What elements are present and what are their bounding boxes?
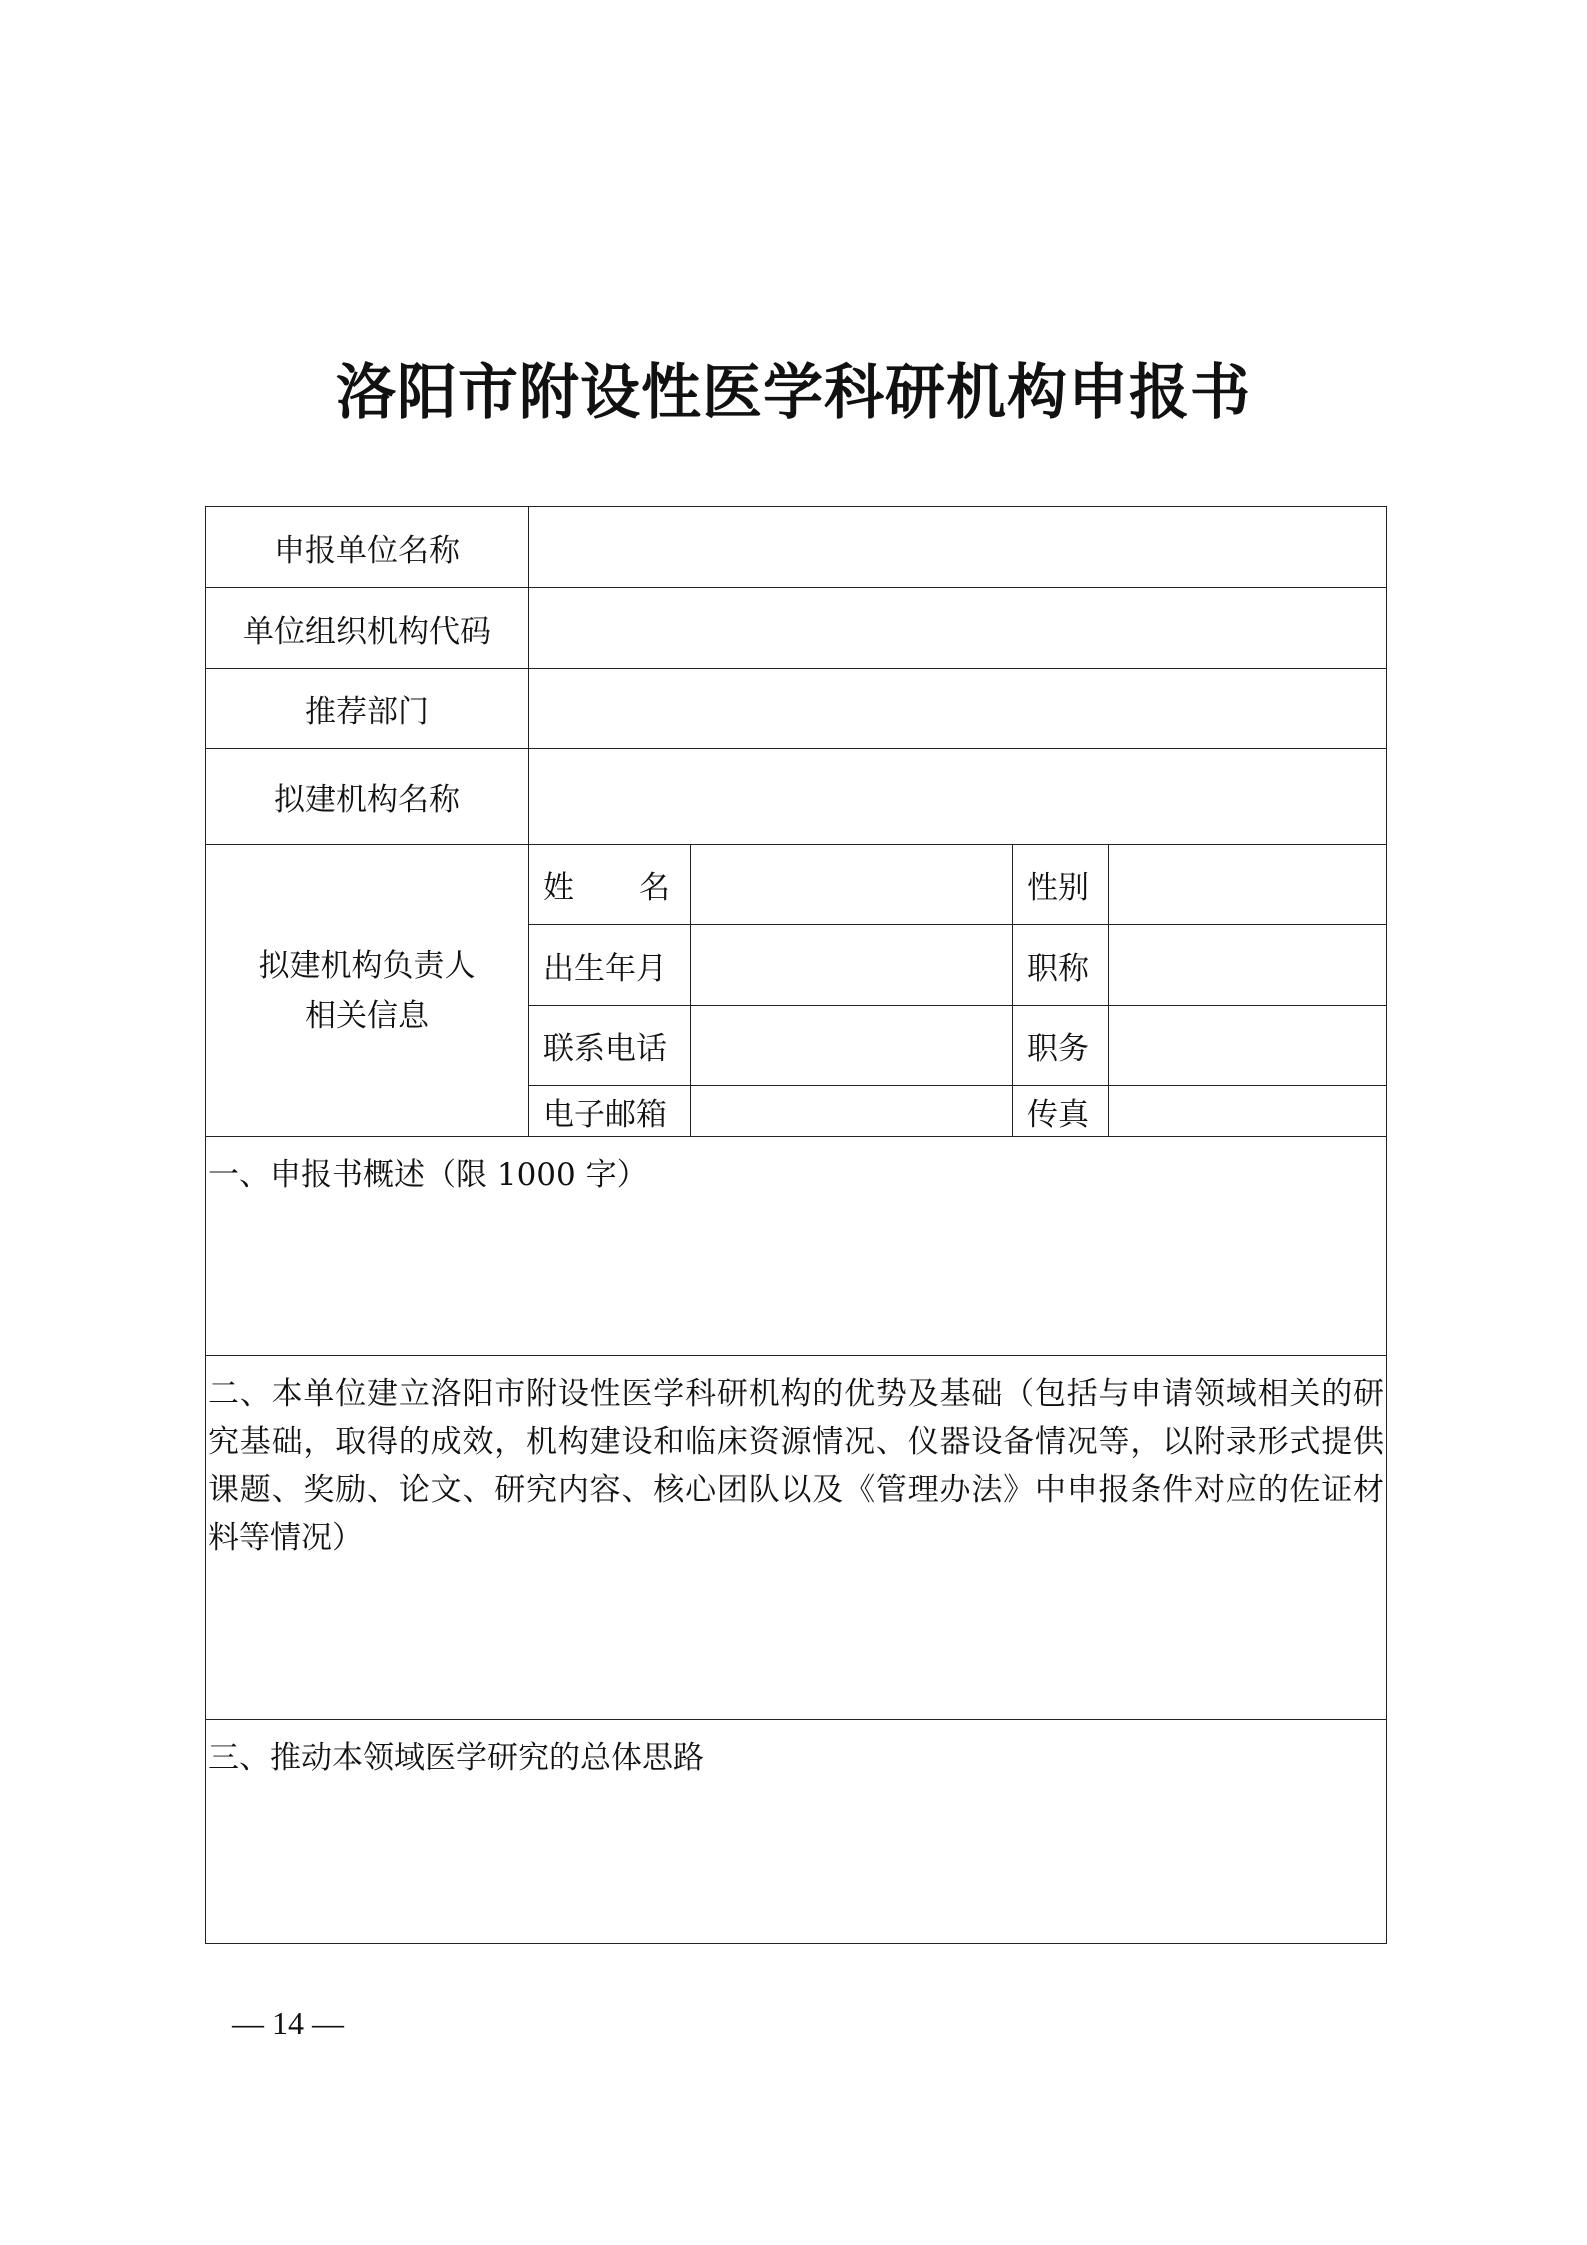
section-2-advantages[interactable] [206, 1356, 1387, 1720]
form-row-applicant-unit [206, 507, 1387, 588]
form-row-org-code [206, 588, 1387, 669]
form-row-section-2 [206, 1356, 1387, 1720]
fax-field[interactable] [1109, 1086, 1387, 1137]
form-row-section-1 [206, 1137, 1387, 1356]
form-row-section-3 [206, 1720, 1387, 1944]
birth-field[interactable] [691, 925, 1013, 1006]
name-label [529, 845, 691, 925]
section-3-heading: 三、推动本领域医学研究的总体思路 [208, 1740, 704, 1776]
section-1-overview[interactable] [206, 1137, 1387, 1356]
applicant-unit-field[interactable] [529, 507, 1387, 588]
leader-info-label-line1: 拟建机构负责人 [258, 947, 476, 984]
email-field[interactable] [691, 1086, 1013, 1137]
fax-label: 传真 [1013, 1086, 1109, 1137]
application-form-table [205, 506, 1387, 1944]
section-1-heading: 一、申报书概述（限 1000 字） [208, 1157, 648, 1193]
section-2-heading: 二、本单位建立洛阳市附设性医学科研机构的优势及基础（包括与申请领域相关的研究基础，取得的成效，机构建设和临床资源情况、仪器设备情况等，以附录形式提供课题、奖励、论文、研究内容、核心团队以及《管理办法》中申报条件对应的佐证材料等情况） [208, 1376, 1384, 1556]
page-number: — 14 — [232, 2005, 344, 2041]
leader-info-label-line2: 相关信息 [305, 997, 429, 1034]
phone-field[interactable] [691, 1006, 1013, 1086]
form-row-proposed-institution [206, 749, 1387, 845]
recommending-dept-label: 推荐部门 [206, 669, 529, 749]
recommending-dept-field[interactable] [529, 669, 1387, 749]
name-field[interactable] [691, 845, 1013, 925]
form-row-leader-name [206, 845, 1387, 925]
form-row-recommending-dept [206, 669, 1387, 749]
applicant-unit-label: 申报单位名称 [206, 507, 529, 588]
email-label: 电子邮箱 [529, 1086, 691, 1137]
phone-label: 联系电话 [529, 1006, 691, 1086]
position-label: 职务 [1013, 1006, 1109, 1086]
org-code-label: 单位组织机构代码 [206, 588, 529, 669]
name-label-char1: 姓 [543, 870, 574, 906]
gender-label: 性别 [1013, 845, 1109, 925]
birth-label: 出生年月 [529, 925, 691, 1006]
name-label-char2: 名 [639, 870, 670, 906]
proposed-institution-label: 拟建机构名称 [206, 749, 529, 845]
title-field[interactable] [1109, 925, 1387, 1006]
position-field[interactable] [1109, 1006, 1387, 1086]
leader-info-label [206, 845, 529, 1137]
document-title: 洛阳市附设性医学科研机构申报书 [336, 358, 1251, 428]
org-code-field[interactable] [529, 588, 1387, 669]
gender-field[interactable] [1109, 845, 1387, 925]
proposed-institution-field[interactable] [529, 749, 1387, 845]
section-3-approach[interactable] [206, 1720, 1387, 1944]
title-label: 职称 [1013, 925, 1109, 1006]
